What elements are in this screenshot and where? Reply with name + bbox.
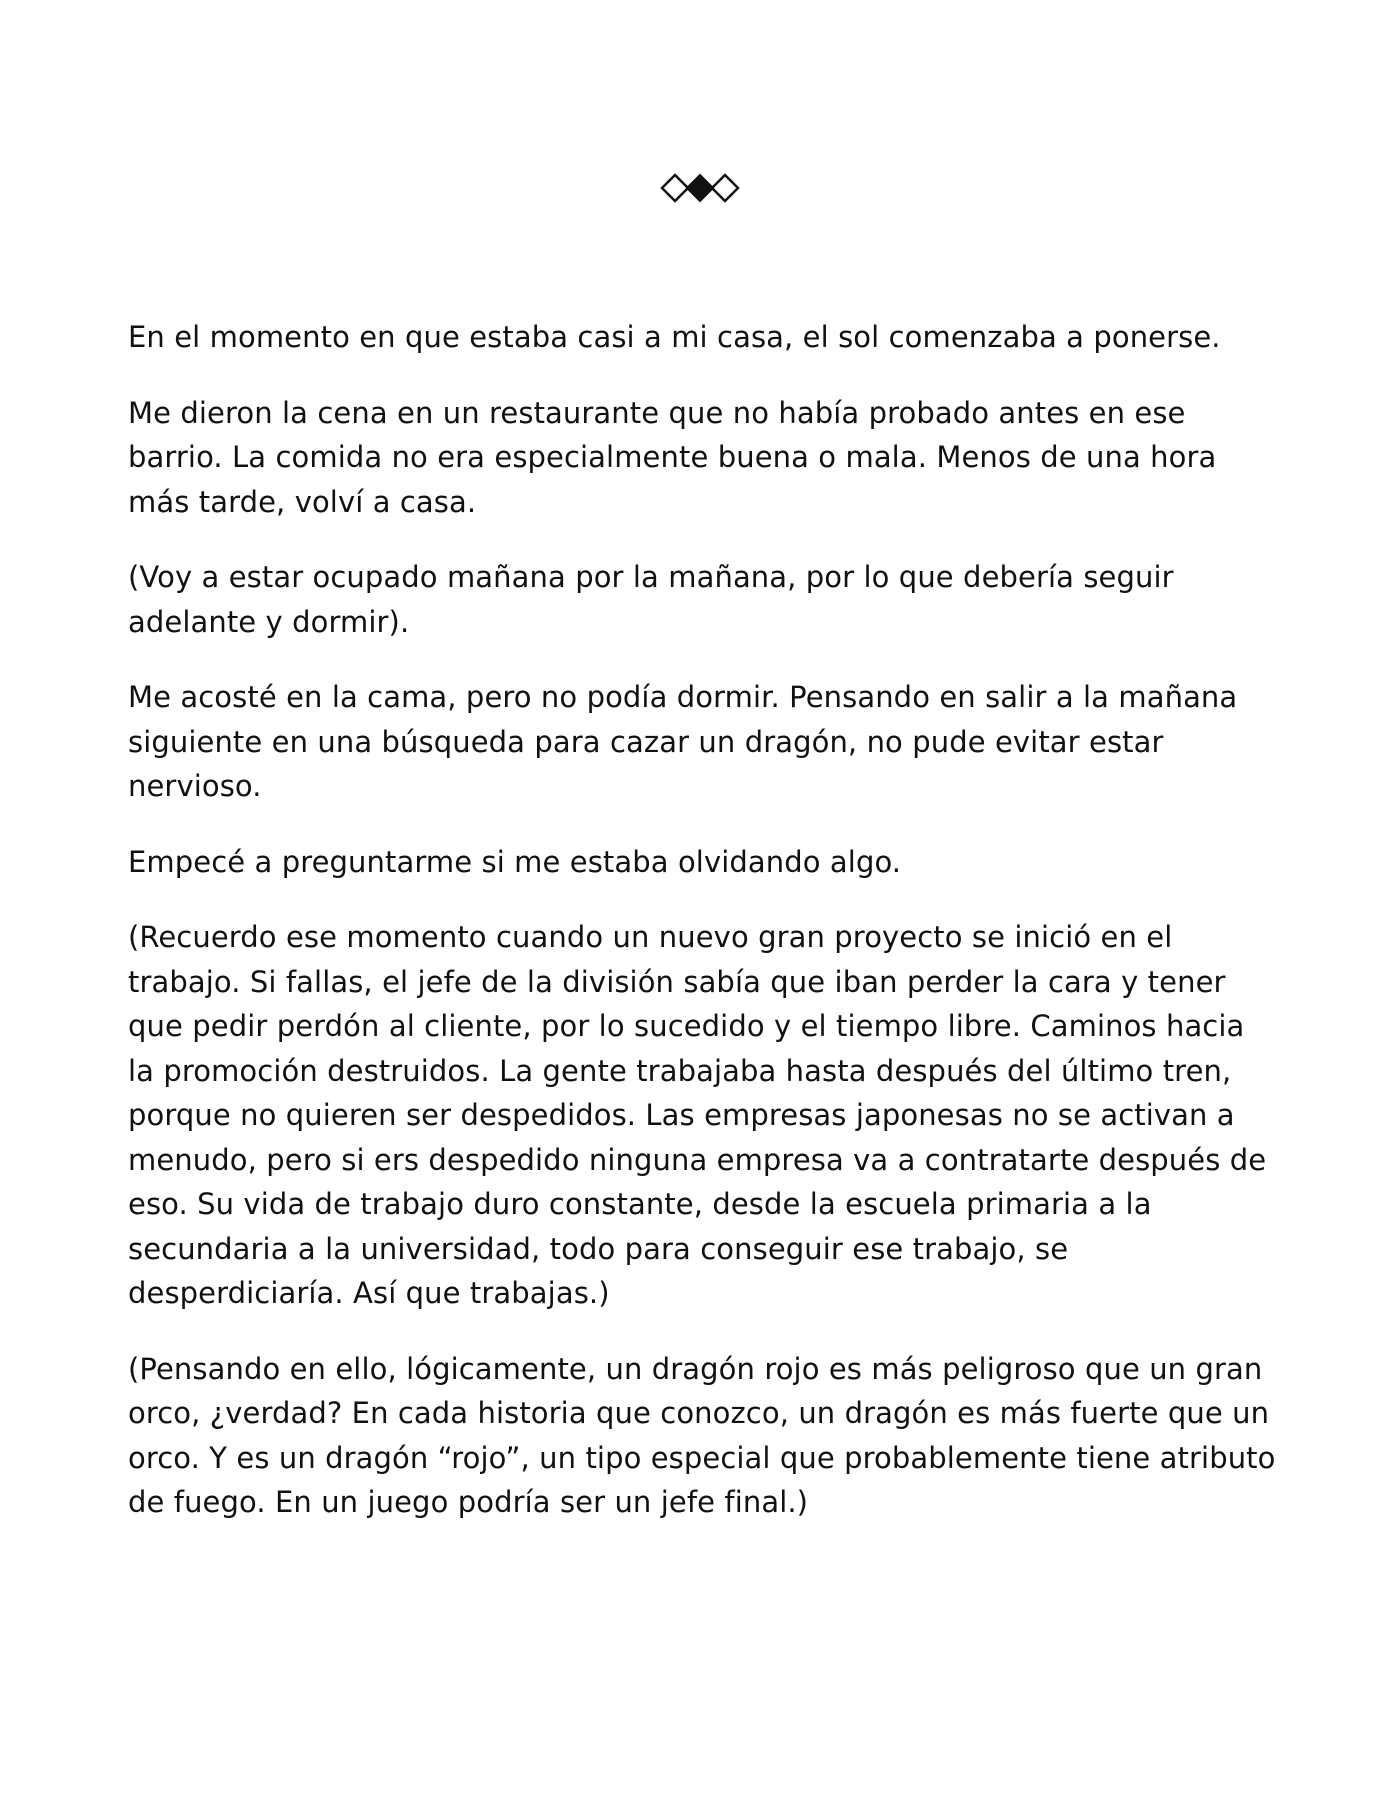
paragraph: (Voy a estar ocupado mañana por la mañana, por lo que debería seguir adelante y dormir). — [128, 560, 1174, 639]
section-break-ornament — [0, 168, 1400, 208]
paragraph: Empecé a preguntarme si me estaba olvidando algo. — [128, 844, 902, 879]
paragraph: (Recuerdo ese momento cuando un nuevo gran proyecto se inició en el trabajo. Si fallas, el jefe de la división sabía que iban perder la cara y tener que pedir perdón al cliente, por lo sucedido y el tiempo libre. Caminos hacia la promoción destruidos. La gente trabajaba hasta después del último tren, porque no quieren ser despedidos. Las empresas japonesas no se activan a menudo, pero si ers despedido ninguna empresa va a contratarte después de eso. Su vida de trabajo duro constante, desde la escuela primaria a la secundaria a la universidad, todo para conseguir ese trabajo, se desperdiciaría. Así que trabajas.) — [128, 920, 1267, 1310]
body-text — [128, 315, 1278, 1556]
paragraph: Me acosté en la cama, pero no podía dormir. Pensando en salir a la mañana siguiente en una búsqueda para cazar un dragón, no pude evitar estar nervioso. — [128, 680, 1238, 803]
paragraph: Me dieron la cena en un restaurante que no había probado antes en ese barrio. La comida no era especialmente buena o mala. Menos de una hora más tarde, volví a casa. — [128, 395, 1217, 519]
paragraph: En el momento en que estaba casi a mi casa, el sol comenzaba a ponerse. — [128, 320, 1221, 354]
diamond-ornament-icon — [660, 173, 740, 203]
paragraph: (Pensando en ello, lógicamente, un dragón rojo es más peligroso que un gran orco, ¿verdad? En cada historia que conozco, un dragón es más fuerte que un orco. Y es un dragón “rojo”, un tipo especial que probablemente tiene atributo de fuego. En un juego podría ser un jefe final.) — [128, 1351, 1276, 1519]
